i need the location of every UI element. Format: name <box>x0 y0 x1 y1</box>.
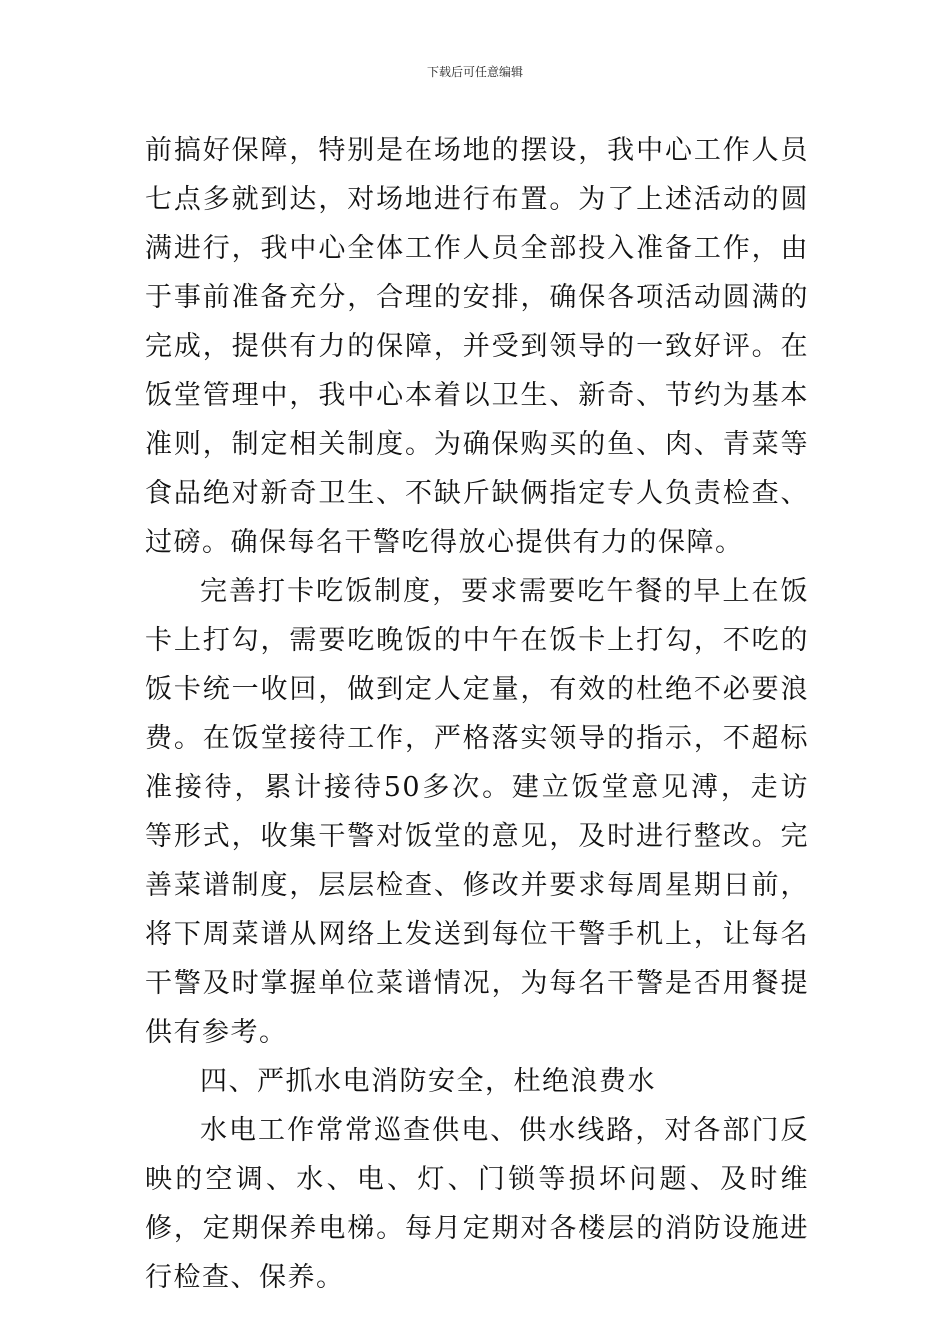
paragraph-utilities-maintenance: 水电工作常常巡查供电、供水线路，对各部门反映的空调、水、电、灯、门锁等损坏问题、及时维修，定期保养电梯。每月定期对各楼层的消防设施进行检查、保养。 <box>145 1115 809 1293</box>
paragraph-meal-card-system: 完善打卡吃饭制度，要求需要吃午餐的早上在饭卡上打勾，需要吃晚饭的中午在饭卡上打勾，不吃的饭卡统一收回，做到定人定量，有效的杜绝不必要浪费。在饭堂接待工作，严格落实领导的指示，不超标准接待，累计接待50多次。建立饭堂意见溥，走访等形式，收集干警对饭堂的意见，及时进行整改。完善菜谱制度，层层检查、修改并要求每周星期日前，将下周菜谱从网络上发送到每位干警手机上，让每名干警及时掌握单位菜谱情况，为每名干警是否用餐提供有参考。 <box>145 576 809 1048</box>
document-body <box>145 126 809 1302</box>
section-heading-utilities-safety: 四、严抓水电消防安全，杜绝浪费水 <box>200 1066 656 1097</box>
paragraph-canteen-preparation: 前搞好保障，特别是在场地的摆设，我中心工作人员七点多就到达，对场地进行布置。为了上述活动的圆满进行，我中心全体工作人员全部投入准备工作，由于事前准备充分，合理的安排，确保各项活动圆满的完成，提供有力的保障，并受到领导的一致好评。在饭堂管理中，我中心本着以卫生、新奇、节约为基本准则，制定相关制度。为确保购买的鱼、肉、青菜等食品绝对新奇卫生、不缺斤缺俩指定专人负责检查、过磅。确保每名干警吃得放心提供有力的保障。 <box>145 135 809 558</box>
page-header-note: 下载后可任意编辑 <box>426 65 523 79</box>
